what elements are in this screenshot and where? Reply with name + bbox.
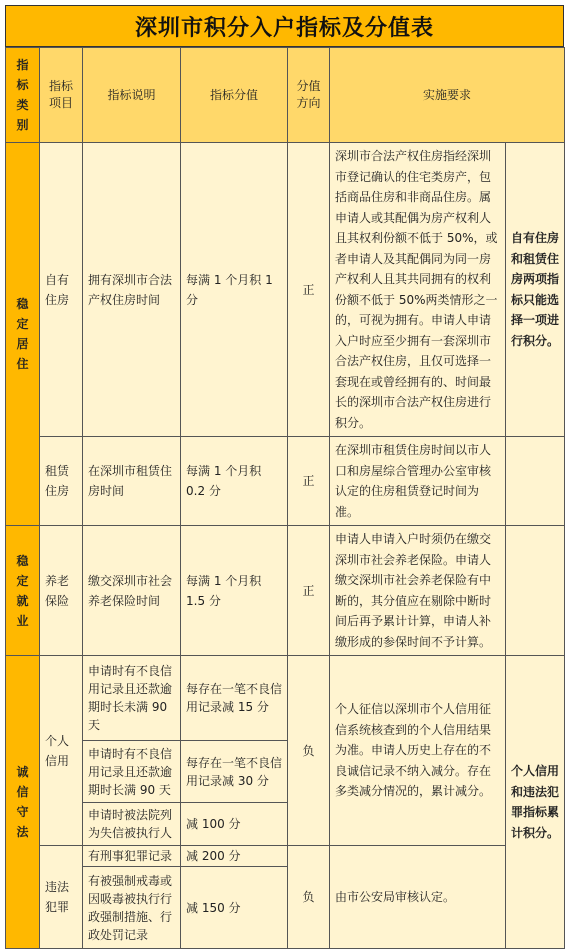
note-housing: 自有住房和租赁住房两项指标只能选择一项进行积分。 (506, 143, 565, 437)
header-requirement: 实施要求 (330, 48, 565, 143)
category-employment: 稳定就业 (6, 526, 40, 656)
score-table-page (5, 5, 564, 940)
requirement-rent-house: 在深圳市租赁住房时间以市人口和房屋综合管理办公室审核认定的住房租赁登记时间为准。 (330, 437, 506, 526)
direction-credit: 负 (288, 656, 330, 846)
header-item: 指标项目 (40, 48, 83, 143)
item-pension: 养老保险 (40, 526, 83, 656)
requirement-own-house: 深圳市合法产权住房指经深圳市登记确认的住宅类房产，包括商品住房和非商品住房。属申请人或其配偶为房产权利人且其权利份额不低于 50%，或者申请人及其配偶同为同一房产权利人且其共同拥有的权利份额不低于 50%两类情形之一的，可视为拥有。申请人申请入户时应至少拥有一套深圳市合法产权住房，且仅可选择一套现在或曾经拥有的、时间最长的深圳市合法产权住房进行积分。 (330, 143, 506, 437)
table-row-rent-house (6, 437, 565, 526)
header-desc: 指标说明 (83, 48, 181, 143)
category-integrity: 诚信守法 (6, 656, 40, 949)
item-rent-house: 租赁住房 (40, 437, 83, 526)
desc-credit-2: 申请时有不良信用记录且还款逾期时长满 90 天 (83, 741, 181, 803)
note-empty-rent (506, 437, 565, 526)
table-row-credit-1 (6, 656, 565, 741)
requirement-pension: 申请人申请入户时须仍在缴交深圳市社会养老保险。申请人缴交深圳市社会养老保险有中断的，其分值应在剔除中断时间后再予累计计算，申请人补缴形成的参保时间不予计算。 (330, 526, 506, 656)
score-crime-1: 减 200 分 (181, 846, 288, 867)
score-table (5, 47, 565, 949)
score-credit-3: 减 100 分 (181, 803, 288, 846)
desc-crime-2: 有被强制戒毒或因吸毒被执行行政强制措施、行政处罚记录 (83, 867, 181, 949)
header-row (6, 48, 565, 143)
desc-pension: 缴交深圳市社会养老保险时间 (83, 526, 181, 656)
score-own-house: 每满 1 个月积 1 分 (181, 143, 288, 437)
score-rent-house: 每满 1 个月积 0.2 分 (181, 437, 288, 526)
direction-crime: 负 (288, 846, 330, 949)
direction-own-house: 正 (288, 143, 330, 437)
score-crime-2: 减 150 分 (181, 867, 288, 949)
note-integrity: 个人信用和违法犯罪指标累计积分。 (506, 656, 565, 949)
table-row-own-house (6, 143, 565, 437)
score-credit-1: 每存在一笔不良信用记录减 15 分 (181, 656, 288, 741)
score-pension: 每满 1 个月积 1.5 分 (181, 526, 288, 656)
desc-credit-3: 申请时被法院列为失信被执行人 (83, 803, 181, 846)
table-row-pension (6, 526, 565, 656)
requirement-credit: 个人征信以深圳市个人信用征信系统核查到的个人信用结果为准。申请人历史上存在的不良诚信记录不纳入减分。存在多类减分情况的，累计减分。 (330, 656, 506, 846)
score-credit-2: 每存在一笔不良信用记录减 30 分 (181, 741, 288, 803)
item-own-house: 自有住房 (40, 143, 83, 437)
header-direction: 分值方向 (288, 48, 330, 143)
desc-crime-1: 有刑事犯罪记录 (83, 846, 181, 867)
table-row-crime-1 (6, 846, 565, 867)
desc-rent-house: 在深圳市租赁住房时间 (83, 437, 181, 526)
desc-credit-1: 申请时有不良信用记录且还款逾期时长未满 90 天 (83, 656, 181, 741)
direction-rent-house: 正 (288, 437, 330, 526)
item-credit: 个人信用 (40, 656, 83, 846)
note-empty-pension (506, 526, 565, 656)
page-title: 深圳市积分入户指标及分值表 (5, 5, 564, 47)
category-residence: 稳定居住 (6, 143, 40, 526)
header-score: 指标分值 (181, 48, 288, 143)
header-category: 指标类别 (6, 48, 40, 143)
item-crime: 违法犯罪 (40, 846, 83, 949)
direction-pension: 正 (288, 526, 330, 656)
requirement-crime: 由市公安局审核认定。 (330, 846, 506, 949)
desc-own-house: 拥有深圳市合法产权住房时间 (83, 143, 181, 437)
